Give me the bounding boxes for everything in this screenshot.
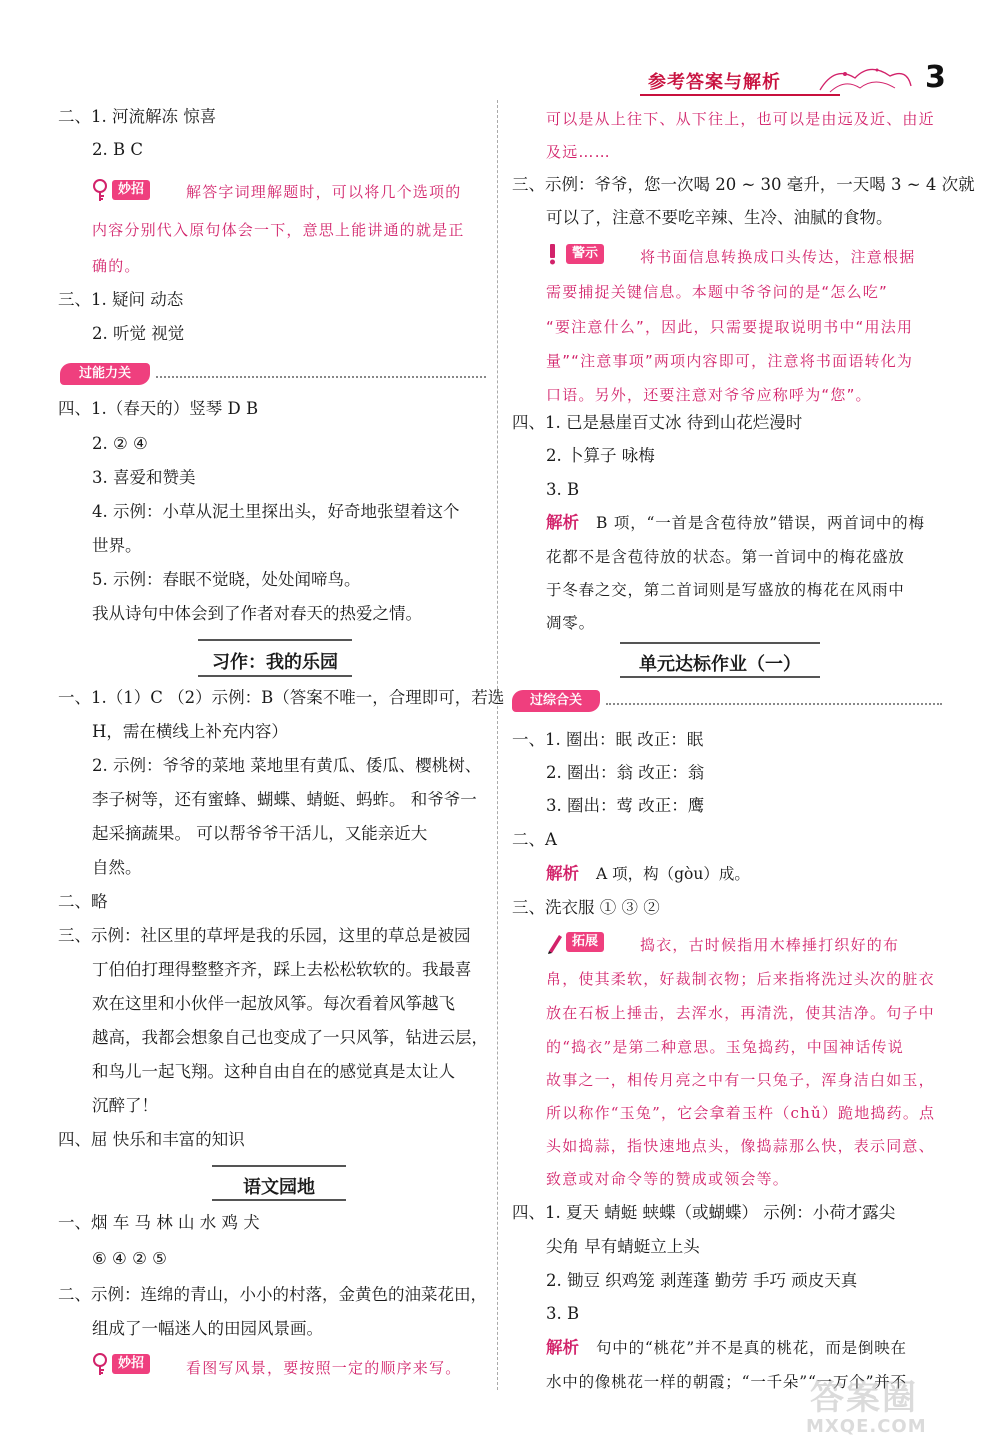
answer-line: 四、1. 夏天 蜻蜓 蛱蝶（或蝴蝶） 示例：小荷才露尖 xyxy=(512,1203,896,1222)
analysis-label: 解析 xyxy=(546,513,579,532)
dotted-rule xyxy=(156,376,486,378)
answer-line: 二、略 xyxy=(58,892,108,911)
answer-line: 5. 示例：春眠不觉晓，处处闻啼鸟。 xyxy=(92,570,361,589)
extension-text: 捣衣，古时候指用木棒捶打织好的布 xyxy=(640,936,900,954)
answer-line: 世界。 xyxy=(92,536,142,555)
tip-badge xyxy=(92,178,150,202)
warning-text: 口语。另外，还要注意对爷爷应称呼为“您”。 xyxy=(546,386,872,404)
warning-text: 将书面信息转换成口头传达，注意根据 xyxy=(640,248,916,266)
section-title: 习作：我的乐园 xyxy=(198,639,352,679)
answer-line: ⑥ ④ ② ⑤ xyxy=(92,1249,167,1268)
answer-line: 一、1. 圈出：眠 改正：眠 xyxy=(512,730,704,749)
extension-text: 的“捣衣”是第二种意思。玉兔捣药，中国神话传说 xyxy=(546,1038,904,1056)
answer-line: 2. 听觉 视觉 xyxy=(92,324,185,343)
answer-line: 和鸟儿一起飞翔。这种自由自在的感觉真是太让人 xyxy=(92,1062,455,1081)
answer-line: 2. B C xyxy=(92,140,143,159)
extension-text: 放在石板上捶击，去浑水，再清洗，使其洁净。句子中 xyxy=(546,1004,935,1022)
analysis-label: 解析 xyxy=(546,864,579,883)
answer-line: 起采摘蔬果。 可以帮爷爷干活儿，又能亲近大 xyxy=(92,824,428,843)
warning-text: 量”“注意事项”两项内容即可，注意将书面语转化为 xyxy=(546,352,914,370)
answer-line: 四、1.（春天的）竖琴 D B xyxy=(58,399,259,418)
extension-text: 帛，使其柔软，好裁制衣物；后来指将洗过头次的脏衣 xyxy=(546,970,935,988)
page-header xyxy=(640,58,970,108)
answer-line: 二、1. 河流解冻 惊喜 xyxy=(58,107,217,126)
answer-line: 2. 卜算子 咏梅 xyxy=(546,446,655,465)
answer-line: 可以了，注意不要吃辛辣、生冷、油腻的食物。 xyxy=(546,208,893,227)
key-icon xyxy=(92,178,110,202)
tip-text: 及远…… xyxy=(546,143,611,161)
analysis-text: 花都不是含苞待放的状态。第一首词中的梅花盛放 xyxy=(546,548,905,566)
extension-text: 故事之一，相传月亮之中有一只兔子，浑身洁白如玉， xyxy=(546,1071,935,1089)
section-title: 单元达标作业（一） xyxy=(620,642,820,680)
extension-text: 头如捣蒜，指快速地点头，像捣蒜那么快，表示同意、 xyxy=(546,1137,935,1155)
extension-text: 所以称作“玉兔”，它会拿着玉杵（chǔ）跪地捣药。点 xyxy=(546,1104,936,1122)
tip-label: 妙招 xyxy=(112,1354,150,1374)
tip-text: 内容分别代入原句体会一下，意思上能讲通的就是正 xyxy=(92,221,465,239)
answer-line: 三、洗衣服 ① ③ ② xyxy=(512,898,660,917)
answer-line: 李子树等，还有蜜蜂、蝴蝶、蜻蜓、蚂蚱。 和爷爷一 xyxy=(92,790,477,809)
answer-line: 四、1. 已是悬崖百丈冰 待到山花烂漫时 xyxy=(512,413,803,432)
answer-line: 2. ② ④ xyxy=(92,434,148,453)
answer-line: H，需在横线上补充内容） xyxy=(92,722,288,741)
warning-label: 警示 xyxy=(566,244,604,264)
tip-text: 解答字词理解题时，可以将几个选项的 xyxy=(186,183,462,201)
answer-line: 3. B xyxy=(546,1304,580,1323)
header-underline xyxy=(640,94,840,96)
analysis-text: 于冬春之交，第二首词则是写盛放的梅花在风雨中 xyxy=(546,581,905,599)
analysis-text: A 项，构（gòu）成。 xyxy=(596,865,750,883)
answer-line: 4. 示例：小草从泥土里探出头，好奇地张望着这个 xyxy=(92,502,460,521)
answer-line: 3. 圈出：莺 改正：鹰 xyxy=(546,796,705,815)
extension-label: 拓展 xyxy=(566,932,604,952)
answer-line: 三、示例：爷爷，您一次喝 20 ~ 30 毫升，一天喝 3 ~ 4 次就 xyxy=(512,175,975,194)
analysis-label: 解析 xyxy=(546,1338,579,1357)
answer-line: 四、屈 快乐和丰富的知识 xyxy=(58,1130,245,1149)
analysis-text: B 项，“一首是含苞待放”错误，两首词中的梅 xyxy=(596,514,925,532)
answer-line: 一、1.（1）C （2）示例：B（答案不唯一，合理即可，若选 xyxy=(58,688,505,707)
extension-text: 致意或对命令等的赞成或领会等。 xyxy=(546,1170,790,1188)
answer-line: 组成了一幅迷人的田园风景画。 xyxy=(92,1319,323,1338)
answer-line: 尖角 早有蜻蜓立上头 xyxy=(546,1237,700,1256)
dotted-rule xyxy=(606,703,942,705)
answer-line: 我从诗句中体会到了作者对春天的热爱之情。 xyxy=(92,604,422,623)
answer-line: 越高，我都会想象自己也变成了一只风筝，钻进云层， xyxy=(92,1028,488,1047)
header-title: 参考答案与解析 xyxy=(648,72,781,93)
answer-line: 二、A xyxy=(512,830,557,849)
exclamation-icon xyxy=(546,242,564,266)
section-title: 语文园地 xyxy=(212,1165,346,1203)
section-tag: 过能力关 xyxy=(60,363,150,385)
tip-badge xyxy=(92,1352,150,1376)
warning-text: 需要捕捉关键信息。本题中爷爷问的是“怎么吃” xyxy=(546,283,888,301)
warning-badge xyxy=(546,242,604,266)
page-number: 3 xyxy=(925,60,946,95)
answer-line: 2. 锄豆 织鸡笼 剥莲蓬 勤劳 手巧 顽皮天真 xyxy=(546,1271,858,1290)
pen-icon xyxy=(546,930,564,954)
key-icon xyxy=(92,1352,110,1376)
tip-label: 妙招 xyxy=(112,180,150,200)
answer-line: 2. 示例：爷爷的菜地 菜地里有黄瓜、倭瓜、樱桃树、 xyxy=(92,756,482,775)
answer-line: 沉醉了！ xyxy=(92,1096,158,1115)
answer-line: 二、示例：连绵的青山，小小的村落，金黄色的油菜花田， xyxy=(58,1285,487,1304)
answer-line: 自然。 xyxy=(92,858,142,877)
section-tag: 过综合关 xyxy=(512,690,600,712)
answer-line: 三、1. 疑问 动态 xyxy=(58,290,184,309)
answer-line: 一、烟 车 马 林 山 水 鸡 犬 xyxy=(58,1213,260,1232)
tip-text: 看图写风景，要按照一定的顺序来写。 xyxy=(186,1359,462,1377)
warning-text: “要注意什么”，因此，只需要提取说明书中“用法用 xyxy=(546,318,914,336)
extension-badge xyxy=(546,930,604,954)
analysis-text: 句中的“桃花”并不是真的桃花，而是倒映在 xyxy=(596,1339,907,1357)
tip-text: 可以是从上往下、从下往上，也可以是由远及近、由近 xyxy=(546,110,935,128)
answer-line: 欢在这里和小伙伴一起放风筝。每次看着风筝越飞 xyxy=(92,994,455,1013)
watermark-logo: 答案圈 MXQE.COM xyxy=(806,1378,927,1437)
answer-line: 丁伯伯打理得整整齐齐，踩上去松松软软的。我最喜 xyxy=(92,960,472,979)
answer-line: 三、示例：社区里的草坪是我的乐园，这里的草总是被园 xyxy=(58,926,471,945)
cloud-decoration-icon xyxy=(815,60,915,100)
tip-text: 确的。 xyxy=(92,257,141,275)
analysis-text: 水中的像桃花一样的朝霞；“一千朵”“一万个”并不 xyxy=(546,1373,907,1391)
analysis-text: 凋零。 xyxy=(546,614,595,632)
answer-line: 2. 圈出：翁 改正：翁 xyxy=(546,763,705,782)
answer-line: 3. B xyxy=(546,480,580,499)
answer-line: 3. 喜爱和赞美 xyxy=(92,468,196,487)
column-divider xyxy=(497,100,498,1390)
